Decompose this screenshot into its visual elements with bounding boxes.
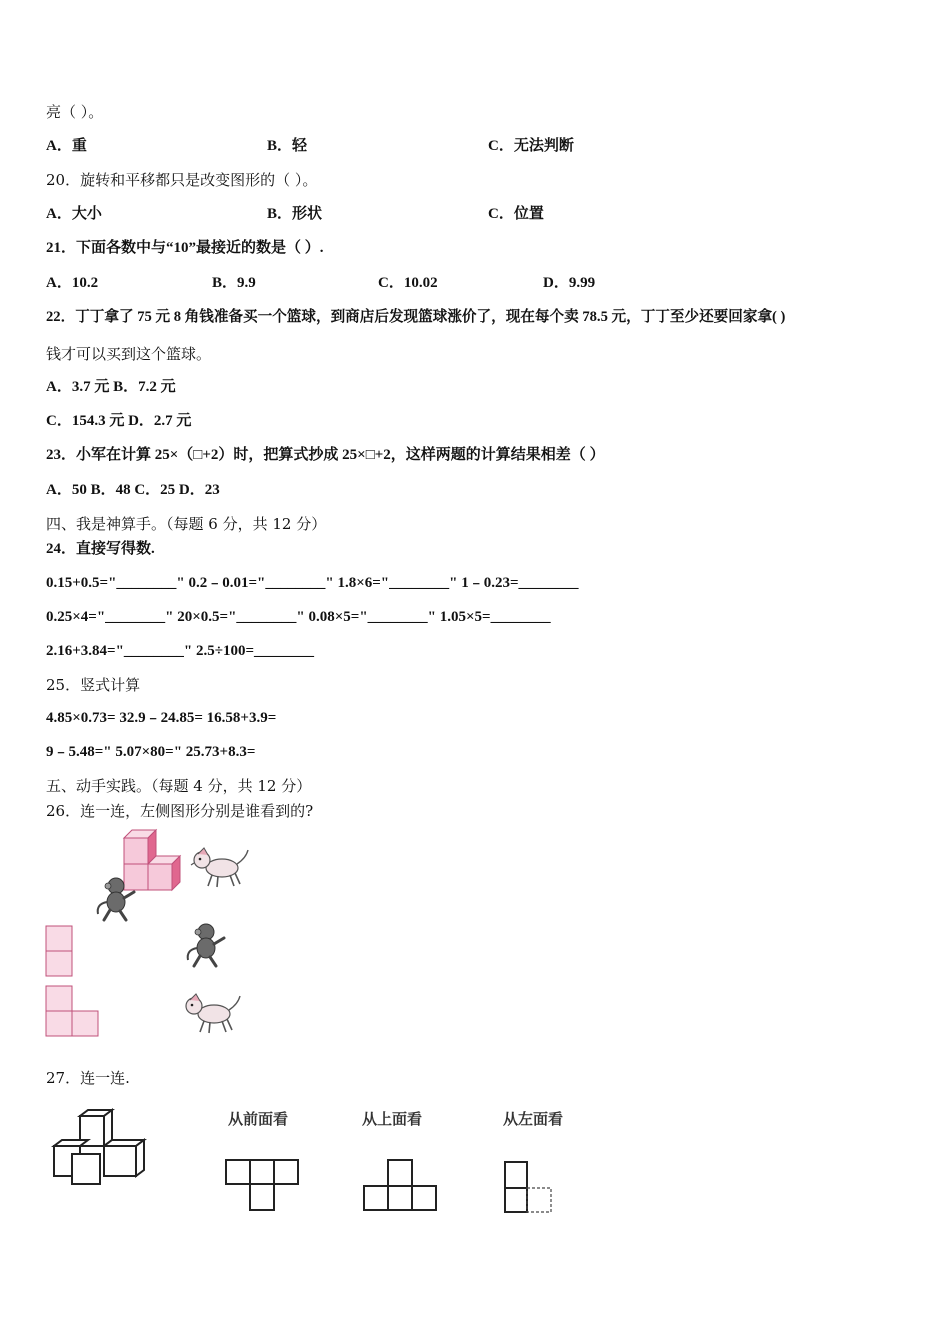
- q21-option-d[interactable]: D．9.99: [543, 275, 596, 291]
- q25-stem: 25．竖式计算: [46, 676, 141, 694]
- q20-option-c[interactable]: C．位置: [488, 206, 544, 222]
- q22-stem-line2: 钱才可以买到这个篮球。: [46, 345, 212, 363]
- section4-title: 四、我是神算手。（每题 6 分，共 12 分）: [46, 515, 327, 533]
- dog-icon: [190, 846, 250, 890]
- q23-options[interactable]: A．50 B．48 C．25 D．23: [46, 482, 220, 498]
- monkey-icon: [182, 922, 226, 968]
- q24-row1: 0.15+0.5="________" 0.2﹣0.01="________" 1.8×6="________" 1﹣0.23=________: [46, 575, 579, 591]
- q20-option-a[interactable]: A．大小: [46, 206, 102, 222]
- view-front-shape: [224, 1158, 304, 1214]
- view-shape-tall: [45, 925, 75, 979]
- q22-options-row1[interactable]: A．3.7 元 B．7.2 元: [46, 379, 176, 395]
- q25-row1: 4.85×0.73= 32.9﹣24.85= 16.58+3.9=: [46, 710, 277, 726]
- q21-option-c[interactable]: C．10.02: [378, 275, 438, 291]
- monkey-icon: [92, 876, 136, 922]
- section5-title: 五、动手实践。（每题 4 分，共 12 分）: [46, 777, 312, 795]
- q23-stem: 23．小军在计算 25×（□+2）时，把算式抄成 25×□+2，这样两题的计算结果相差（ ）: [46, 447, 605, 463]
- q20-stem: 20．旋转和平移都只是改变图形的（ ）。: [46, 171, 318, 189]
- q25-row2: 9﹣5.48=" 5.07×80=" 25.73+8.3=: [46, 744, 256, 760]
- q24-row3: 2.16+3.84="________" 2.5÷100=________: [46, 643, 315, 659]
- q19-option-b[interactable]: B．轻: [267, 138, 308, 154]
- view-label-top: 从上面看: [362, 1112, 423, 1128]
- q19-stem-tail: 亮（ ）。: [46, 103, 104, 121]
- view-top-shape: [362, 1158, 442, 1214]
- view-label-left: 从左面看: [503, 1112, 564, 1128]
- q27-stem: 27．连一连.: [46, 1069, 130, 1087]
- q21-stem: 21．下面各数中与“10”最接近的数是（ ）.: [46, 240, 324, 256]
- view-left-shape: [503, 1160, 559, 1216]
- q26-stem: 26．连一连，左侧图形分别是谁看到的?: [46, 802, 314, 820]
- q19-option-c[interactable]: C．无法判断: [488, 138, 574, 154]
- view-shape-l: [45, 985, 101, 1039]
- q21-option-a[interactable]: A．10.2: [46, 275, 99, 291]
- q24-row2: 0.25×4="________" 20×0.5="________" 0.08×5="________" 1.05×5=________: [46, 609, 551, 625]
- q19-option-a[interactable]: A．重: [46, 138, 87, 154]
- q24-stem: 24．直接写得数.: [46, 541, 155, 557]
- q20-option-b[interactable]: B．形状: [267, 206, 323, 222]
- view-label-front: 从前面看: [228, 1112, 289, 1128]
- q27-block-model: [52, 1108, 162, 1188]
- q22-stem-line1: 22．丁丁拿了 75 元 8 角钱准备买一个篮球，到商店后发现篮球涨价了，现在每个卖 78.5 元，丁丁至少还要回家拿( ): [46, 309, 786, 325]
- q22-options-row2[interactable]: C．154.3 元 D．2.7 元: [46, 413, 192, 429]
- q21-option-b[interactable]: B．9.9: [212, 275, 256, 291]
- dog-icon: [182, 992, 242, 1036]
